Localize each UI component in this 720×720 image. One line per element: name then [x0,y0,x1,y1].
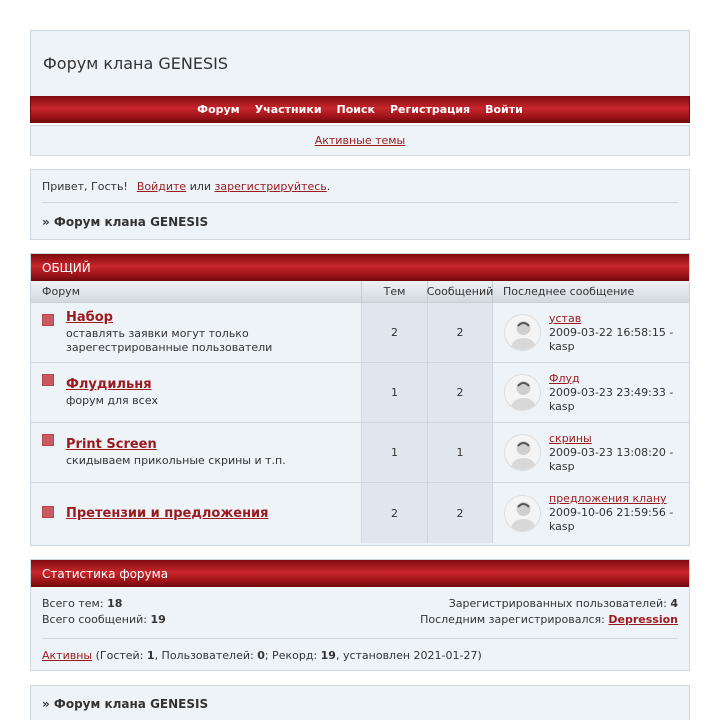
site-title: Форум клана GENESIS [43,54,229,73]
forum-row [31,423,689,483]
registered-label: Зарегистрированных пользователей: [448,597,667,610]
forum-link-print-screen[interactable]: Print Screen [66,437,157,452]
or-text: или [189,179,212,193]
forum-row [31,363,689,423]
forum-description: скидываем прикольные скрины и т.п. [66,454,286,467]
forum-description: оставлять заявки могут только зарегестрированные пользователи [66,327,273,354]
registered-value: 4 [670,597,678,610]
last-topic-link[interactable]: скрины [549,431,592,445]
online-line [42,639,678,671]
category-title: ОБЩИЙ [31,254,689,281]
category-block [30,253,690,546]
total-posts-label: Всего сообщений: [42,613,147,626]
stats-right [420,596,678,630]
forum-status-icon [42,314,54,326]
col-topics: Тем [362,281,428,302]
record-date: , установлен 2021-01-27) [335,648,482,662]
posts-count: 1 [428,423,493,482]
newest-user-link[interactable]: Depression [608,613,678,626]
register-link[interactable]: зарегистрируйтесь [214,179,327,193]
forum-row [31,483,689,543]
last-topic-link[interactable]: Флуд [549,371,580,385]
nav-search[interactable]: Поиск [336,103,375,116]
forum-link-fludilnya[interactable]: Флудильня [66,377,152,392]
nav-forum[interactable]: Форум [197,103,240,116]
column-header [31,281,689,303]
avatar[interactable] [504,434,541,471]
record-label: ; Рекорд: [264,648,318,662]
topics-count: 1 [362,423,428,482]
forum-link-pretenzii[interactable]: Претензии и предложения [66,505,269,521]
last-post-user: kasp [549,339,575,353]
last-post-date: 2009-10-06 21:59:56 - [549,506,674,519]
footer-breadcrumb[interactable]: » Форум клана GENESIS [42,686,678,720]
forum-description: форум для всех [66,394,158,407]
users-value: 0 [257,648,265,662]
stats-left [42,596,166,630]
login-link[interactable]: Войдите [136,179,187,193]
active-topics-link[interactable]: Активные темы [314,134,406,147]
topics-count: 1 [362,363,428,422]
topics-count: 2 [362,483,428,543]
posts-count: 2 [428,483,493,543]
welcome-line [42,170,678,203]
last-post-user: kasp [549,520,575,533]
period-text: . [326,179,331,193]
welcome-panel [30,169,690,240]
guests-value: 1 [146,648,155,662]
footer-panel [30,685,690,720]
nav-login[interactable]: Войти [485,103,523,116]
forum-status-icon [42,434,54,446]
last-post-user: kasp [549,459,575,473]
users-label: , Пользователей: [154,648,254,662]
forum-status-icon [42,506,54,518]
posts-count: 2 [428,303,493,362]
newest-user-label: Последним зарегистрировался: [420,613,605,626]
last-topic-link[interactable]: предложения клану [549,492,667,505]
total-topics-value: 18 [107,597,123,610]
col-last-post: Последнее сообщение [503,285,635,298]
col-forum: Форум [31,281,362,302]
sub-nav [30,125,690,156]
forum-link-nabor[interactable]: Набор [66,310,113,325]
main-nav [30,96,690,123]
avatar[interactable] [504,314,541,351]
last-post-date: 2009-03-22 16:58:15 - [549,325,674,339]
online-link[interactable]: Активны [42,648,93,662]
forum-header [30,30,690,156]
last-post-date: 2009-03-23 13:08:20 - [549,445,674,459]
guests-label: (Гостей: [95,648,144,662]
stats-block [30,559,690,671]
last-topic-link[interactable]: устав [549,311,582,325]
nav-register[interactable]: Регистрация [390,103,471,116]
nav-members[interactable]: Участники [254,103,322,116]
stats-title: Статистика форума [31,560,689,587]
header-title-area [30,30,690,96]
avatar[interactable] [504,374,541,411]
last-post-date: 2009-03-23 23:49:33 - [549,385,674,399]
total-topics-label: Всего тем: [42,597,104,610]
last-post-user: kasp [549,399,575,413]
record-value: 19 [320,648,336,662]
col-posts: Сообщений [428,281,493,302]
total-posts-value: 19 [150,613,166,626]
posts-count: 2 [428,363,493,422]
forum-status-icon [42,374,54,386]
breadcrumb[interactable]: » Форум клана GENESIS [42,214,209,229]
topics-count: 2 [362,303,428,362]
forum-row [31,303,689,363]
greeting-text: Привет, Гость! [42,179,128,193]
avatar[interactable] [504,495,541,532]
